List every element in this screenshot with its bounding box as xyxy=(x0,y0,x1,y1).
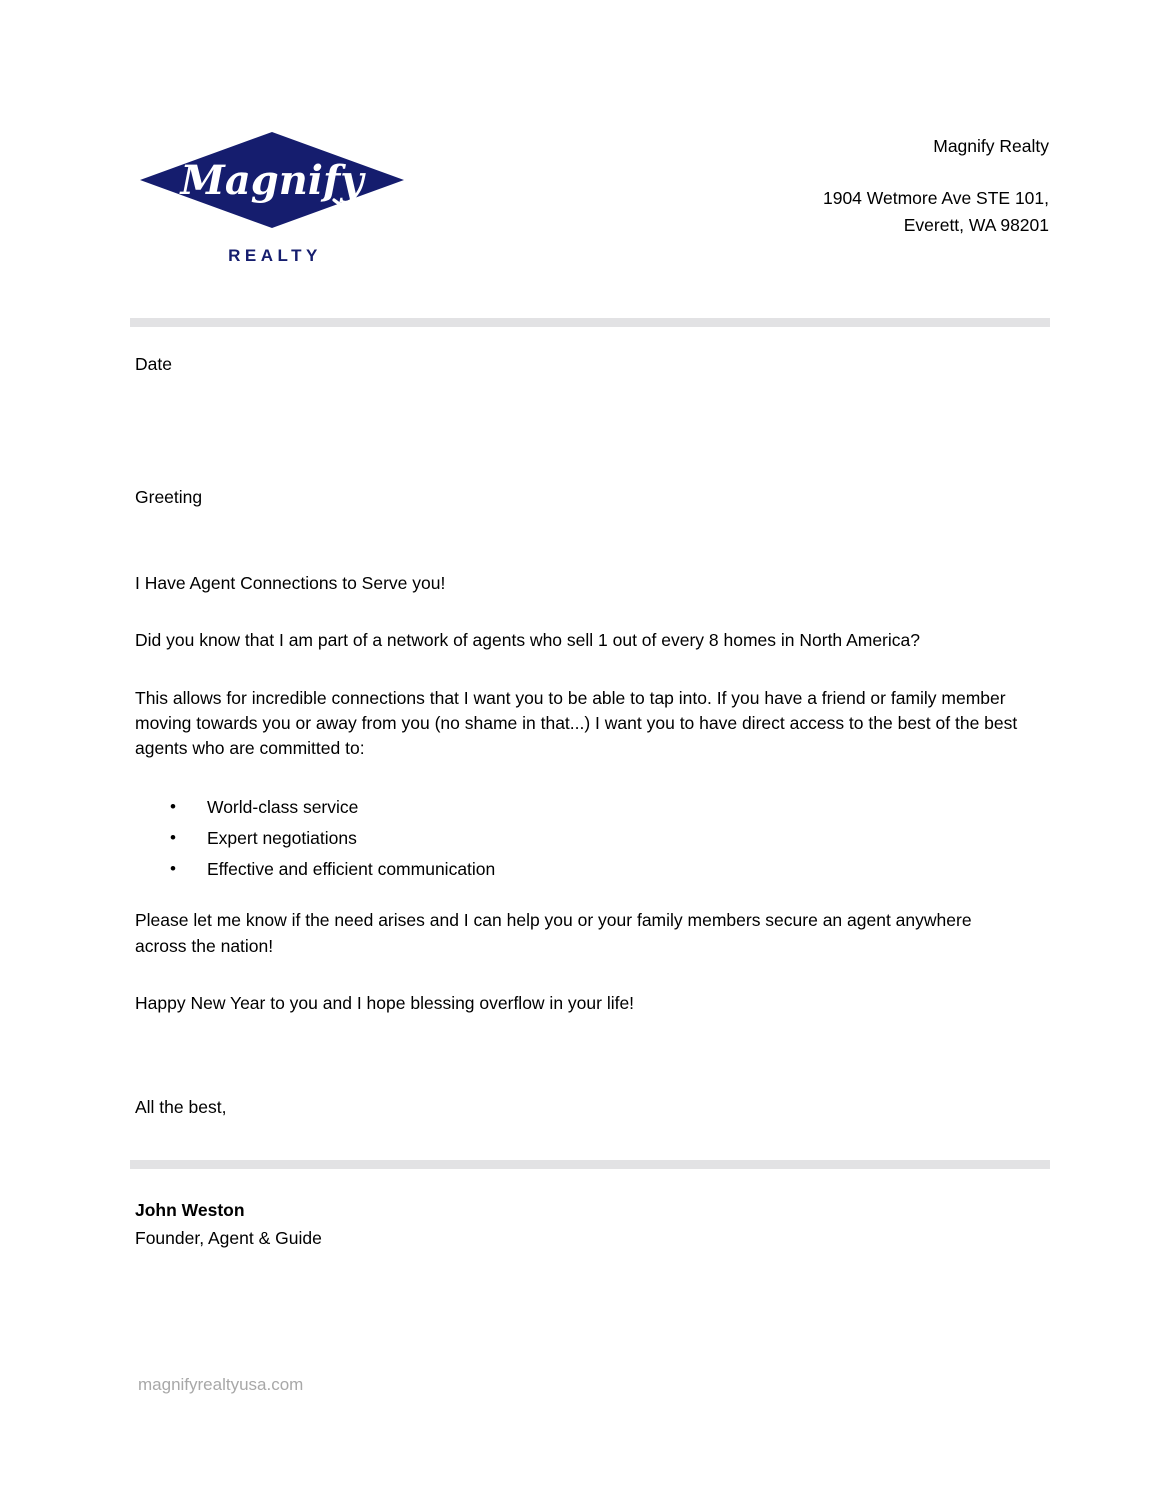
company-name: Magnify Realty xyxy=(933,136,1049,156)
bullet-icon: • xyxy=(170,827,176,847)
body-paragraph-3: Please let me know if the need arises and I can help you or your family members secure an agent anywhere across the nation! xyxy=(135,910,972,956)
list-item-label: World-class service xyxy=(207,796,359,817)
signer-name: John Weston xyxy=(135,1200,245,1220)
company-contact-block xyxy=(823,136,1049,242)
address-line-2: Everett, WA 98201 xyxy=(903,214,1049,235)
list-item xyxy=(170,856,1025,882)
body-headline: I Have Agent Connections to Serve you! xyxy=(135,572,446,593)
letter-body xyxy=(135,352,1025,1120)
bullet-icon: • xyxy=(170,859,176,879)
body-paragraph-2: This allows for incredible connections that I want you to be able to tap into. If you have a friend or family member moving towards you or away from you (no shame in that...) I want you to have direct access to the best of the best agents who are committed to: xyxy=(135,687,1018,759)
signature-block xyxy=(135,1198,322,1252)
commitments-list xyxy=(135,794,1025,883)
address-line-1: 1904 Wetmore Ave STE 101, xyxy=(822,187,1049,208)
list-item xyxy=(170,825,1025,851)
body-paragraph-1: Did you know that I am part of a network of agents who sell 1 out of every 8 homes in North America? xyxy=(135,630,920,651)
list-item-label: Effective and efficient communication xyxy=(207,859,496,880)
list-item xyxy=(170,794,1025,820)
footer-website[interactable]: magnifyrealtyusa.com xyxy=(138,1375,304,1394)
letterhead xyxy=(0,0,1159,300)
logo-script-text: Magnify xyxy=(180,157,364,204)
company-address xyxy=(823,188,1049,237)
date-field[interactable]: Date xyxy=(135,354,172,374)
bullet-icon: • xyxy=(170,796,176,816)
body-paragraph-4: Happy New Year to you and I hope blessing overflow in your life! xyxy=(135,993,635,1014)
divider-bottom xyxy=(130,1160,1050,1169)
list-item-label: Expert negotiations xyxy=(207,827,357,848)
divider-top xyxy=(130,318,1050,327)
company-logo xyxy=(138,130,408,266)
signer-title: Founder, Agent & Guide xyxy=(135,1228,322,1249)
closing-salutation: All the best, xyxy=(135,1096,227,1117)
greeting-field[interactable]: Greeting xyxy=(135,487,203,508)
logo-wordmark: REALTY xyxy=(228,246,322,265)
logo-diamond-icon xyxy=(138,130,406,230)
